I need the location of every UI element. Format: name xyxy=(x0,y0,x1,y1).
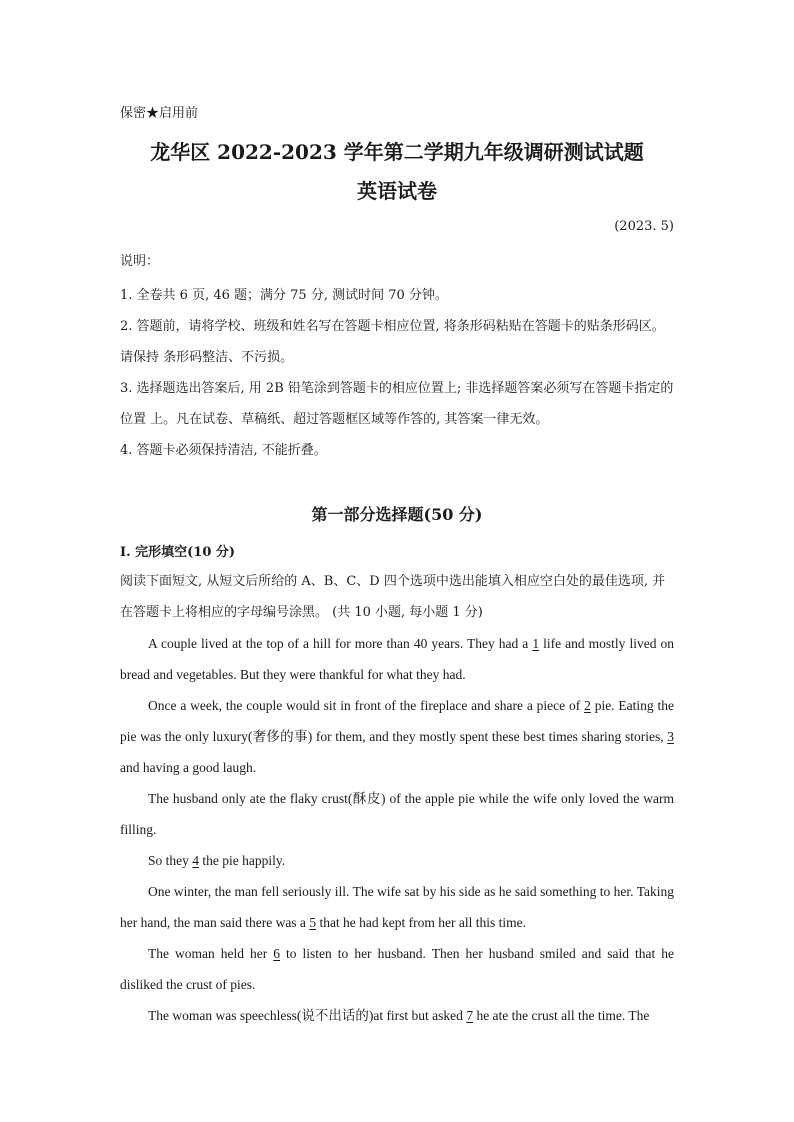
passage-paragraph xyxy=(120,938,674,1000)
passage-text: A couple lived at the top of a hill for more than 40 years. They had a xyxy=(148,636,533,651)
passage-text: he ate the crust all the time. The xyxy=(473,1008,650,1023)
passage-text: So they xyxy=(148,853,193,868)
notes-label: 说明： xyxy=(120,254,160,269)
passage-text: the pie happily. xyxy=(199,853,286,868)
passage-text: Once a week, the couple would sit in front of the fireplace and share a piece of xyxy=(148,698,585,713)
passage-text: One winter, the man fell seriously ill. The wife sat by his side as he said something to her. Taking her hand, the man said there was a xyxy=(120,884,674,930)
part-title: 第一部分选择题(50 分) xyxy=(311,505,483,524)
passage-text: The woman held her xyxy=(148,946,274,961)
note-item: 2. 答题前，请将学校、班级和姓名写在答题卡相应位置, 将条形码粘贴在答题卡的贴条形码区。请保持 条形码整洁、不污损。 xyxy=(120,319,665,365)
passage-text: The woman was speechless(说不出话的)at first but asked xyxy=(148,1008,467,1023)
passage-text: life and mostly lived on bread and vegetables. But they were thankful for what they had. xyxy=(120,636,674,682)
passage-paragraph xyxy=(120,690,674,783)
passage-text: and having a good laugh. xyxy=(120,760,257,775)
passage-paragraph xyxy=(120,628,674,690)
blank-number: 5 xyxy=(309,915,317,930)
passage-text: that he had kept from her all this time. xyxy=(316,915,527,930)
instructions-text: 阅读下面短文, 从短文后所给的 A、B、C、D 四个选项中选出能填入相应空白处的最佳选项, 并在答题卡上将相应的字母编号涂黑。 (共 10 小题, 每小题 1 分) xyxy=(120,574,666,620)
cloze-passage xyxy=(120,628,674,1031)
passage-paragraph xyxy=(120,1000,674,1031)
passage-paragraph xyxy=(120,783,674,845)
exam-subtitle: 英语试卷 xyxy=(357,179,437,203)
notes-list xyxy=(120,280,674,466)
exam-date: (2023. 5) xyxy=(614,219,674,234)
passage-paragraph xyxy=(120,876,674,938)
blank-number: 3 xyxy=(667,729,674,744)
passage-paragraph xyxy=(120,845,674,876)
blank-number: 6 xyxy=(273,946,281,961)
exam-title: 龙华区 2022-2023 学年第二学期九年级调研测试试题 xyxy=(150,140,644,164)
note-item: 4. 答题卡必须保持清洁, 不能折叠。 xyxy=(120,443,327,458)
passage-text: to listen to her husband. Then her husband smiled and said that he disliked the crust of pies. xyxy=(120,946,674,992)
blank-number: 2 xyxy=(584,698,591,713)
note-item: 1. 全卷共 6 页, 46 题；满分 75 分, 测试时间 70 分钟。 xyxy=(120,288,448,303)
passage-text: pie. Eating the pie was the only luxury(奢侈的事) for them, and they mostly spent these best times sharing stories, xyxy=(120,698,674,744)
section-title: I. 完形填空(10 分) xyxy=(120,545,236,560)
passage-text: The husband only ate the flaky crust(酥皮) of the apple pie while the wife only loved the warm filling. xyxy=(120,791,674,837)
note-item: 3. 选择题选出答案后, 用 2B 铅笔涂到答题卡的相应位置上; 非选择题答案必须写在答题卡指定的位置 上。凡在试卷、草稿纸、超过答题框区域等作答的, 其答案一律无效。 xyxy=(120,381,674,427)
confidential-label: 保密★启用前 xyxy=(120,106,199,121)
section-instructions xyxy=(120,566,674,628)
blank-number: 1 xyxy=(532,636,540,651)
blank-number: 4 xyxy=(192,853,200,868)
blank-number: 7 xyxy=(466,1008,474,1023)
